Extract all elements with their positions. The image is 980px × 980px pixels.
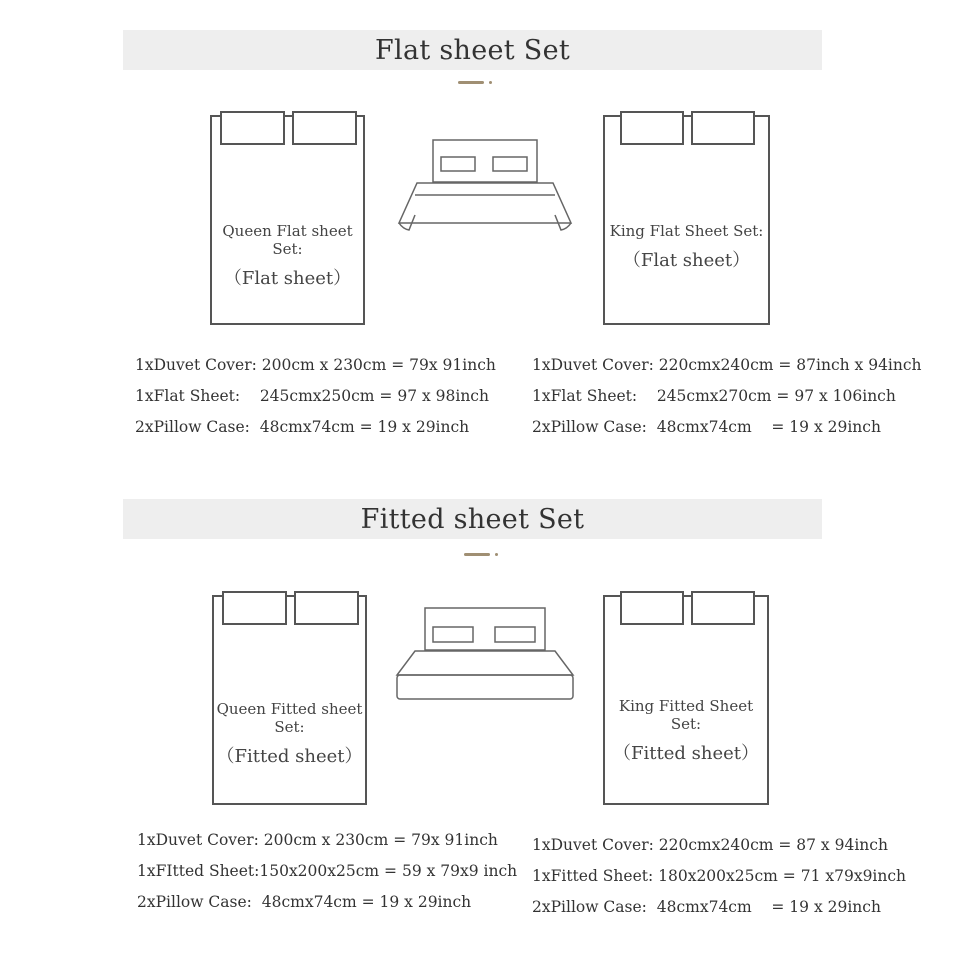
queen-flat-bed-diagram xyxy=(210,115,365,325)
pillow-left xyxy=(620,111,684,145)
spec-line-pillow: 2xPillow Case: 48cmx74cm = 19 x 29inch xyxy=(137,893,472,911)
spec-line-duvet: 1xDuvet Cover: 220cmx240cm = 87inch x 94inch xyxy=(532,356,922,374)
queen-fitted-set-kind: （Fitted sheet） xyxy=(216,746,363,767)
fitted-sheet-bed-illustration xyxy=(393,605,578,705)
spec-line-sheet: 1xFlat Sheet: 245cmx270cm = 97 x 106inch xyxy=(532,387,896,405)
king-flat-specs xyxy=(532,350,922,443)
spec-line-pillow: 2xPillow Case: 48cmx74cm = 19 x 29inch xyxy=(135,418,470,436)
king-fitted-set-name: King Fitted Sheet Set: xyxy=(618,697,754,733)
flat-section-divider xyxy=(458,80,498,86)
queen-flat-specs xyxy=(135,350,496,443)
queen-fitted-bed-diagram xyxy=(212,595,367,805)
spec-line-sheet: 1xFitted Sheet: 180x200x25cm = 71 x79x9inch xyxy=(532,867,907,885)
spec-line-sheet: 1xFlat Sheet: 245cmx250cm = 97 x 98inch xyxy=(135,387,489,405)
flat-section-title: Flat sheet Set xyxy=(374,34,571,66)
pillow-left xyxy=(222,591,287,625)
pillow-right xyxy=(691,591,755,625)
pillow-left xyxy=(220,111,285,145)
spec-line-duvet: 1xDuvet Cover: 220cmx240cm = 87 x 94inch xyxy=(532,836,888,854)
spec-line-pillow: 2xPillow Case: 48cmx74cm = 19 x 29inch xyxy=(532,418,881,436)
queen-flat-set-name: Queen Flat sheet Set: xyxy=(222,222,353,258)
king-fitted-set-kind: （Fitted sheet） xyxy=(613,743,759,764)
king-flat-set-kind: （Flat sheet） xyxy=(622,250,751,271)
king-fitted-specs xyxy=(532,830,906,923)
flat-section-banner xyxy=(123,30,822,70)
pillow-left xyxy=(620,591,684,625)
king-flat-set-name: King Flat Sheet Set: xyxy=(609,222,764,240)
fitted-section-divider xyxy=(464,552,504,558)
queen-flat-set-kind: （Flat sheet） xyxy=(223,268,352,289)
king-fitted-bed-diagram xyxy=(603,595,769,805)
flat-sheet-bed-illustration xyxy=(395,135,575,235)
queen-fitted-specs xyxy=(137,825,517,918)
spec-line-pillow: 2xPillow Case: 48cmx74cm = 19 x 29inch xyxy=(532,898,881,916)
pillow-right xyxy=(294,591,359,625)
spec-line-duvet: 1xDuvet Cover: 200cm x 230cm = 79x 91inch xyxy=(137,831,498,849)
fitted-section-title: Fitted sheet Set xyxy=(360,503,585,535)
fitted-section-banner xyxy=(123,499,822,539)
king-flat-bed-diagram xyxy=(603,115,770,325)
queen-fitted-set-name: Queen Fitted sheet Set: xyxy=(216,700,363,736)
pillow-right xyxy=(292,111,357,145)
spec-line-duvet: 1xDuvet Cover: 200cm x 230cm = 79x 91inch xyxy=(135,356,496,374)
spec-line-sheet: 1xFItted Sheet:150x200x25cm = 59 x 79x9 inch xyxy=(137,862,518,880)
pillow-right xyxy=(691,111,755,145)
